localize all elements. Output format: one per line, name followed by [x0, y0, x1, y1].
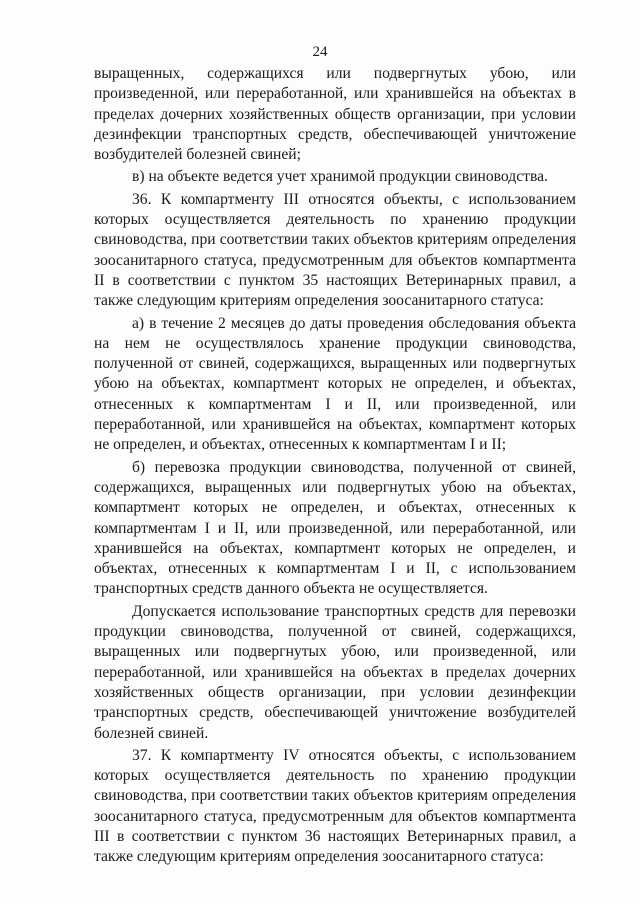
paragraph-item-a: а) в течение 2 месяцев до даты проведения обследования объекта на нем не осуществлялось хранение продукции свиноводства, полученной от свиней, содержащихся, выращенных или подвергнутых убою на объектах, компартмент которых не определен, и объектах, отнесенных к компартментам I и II, или произведенной, или переработанной, или хранившейся на объектах, компартмент которых не определен, и объектах, отнесенных к компартментам I и II;	[94, 314, 576, 454]
paragraph-continuation: выращенных, содержащихся или подвергнутых убою, или произведенной, или переработанной, или хранившейся на объектах в пределах дочерних хозяйственных обществ организации, при условии дезинфекции транспортных средств, обеспечивающей уничтожение возбудителей болезней свиней;	[94, 65, 576, 164]
paragraph-37: 37. К компартменту IV относятся объекты, с использованием которых осуществляется деятельность по хранению продукции свиноводства, при соответствии таких объектов критериям определения зоосанитарного статуса, предусмотренным для объектов компартмента III в соответствии с пунктом 36 настоящих Ветеринарных правил, а также следующим критериям определения зоосанитарного статуса:	[94, 746, 576, 866]
document-body	[94, 64, 576, 870]
page-number: 24	[312, 44, 328, 60]
paragraph-item-v: в) на объекте ведется учет хранимой продукции свиноводства.	[132, 168, 548, 186]
paragraph-item-b: б) перевозка продукции свиноводства, полученной от свиней, содержащихся, выращенных или подвергнутых убою на объектах, компартмент которых не определен, и объектах, отнесенных к компартментам I и II, или произведенной, или переработанной, или хранившейся на объектах, компартмент которых не определен, и объектах, отнесенных к компартментам I и II, с использованием транспортных средств данного объекта не осуществляется.	[94, 458, 576, 598]
paragraph-36: 36. К компартменту III относятся объекты, с использованием которых осуществляется деятельность по хранению продукции свиноводства, при соответствии таких объектов критериям определения зоосанитарного статуса, предусмотренным для объектов компартмента II в соответствии с пунктом 35 настоящих Ветеринарных правил, а также следующим критериям определения зоосанитарного статуса:	[94, 190, 576, 310]
paragraph-transport-allowed: Допускается использование транспортных средств для перевозки продукции свиноводства, полученной от свиней, содержащихся, выращенных или подвергнутых убою, или произведенной, или переработанной, или хранившейся на объектах в пределах дочерних хозяйственных обществ организации, при условии дезинфекции транспортных средств, обеспечивающей уничтожение возбудителей болезней свиней.	[94, 602, 576, 742]
